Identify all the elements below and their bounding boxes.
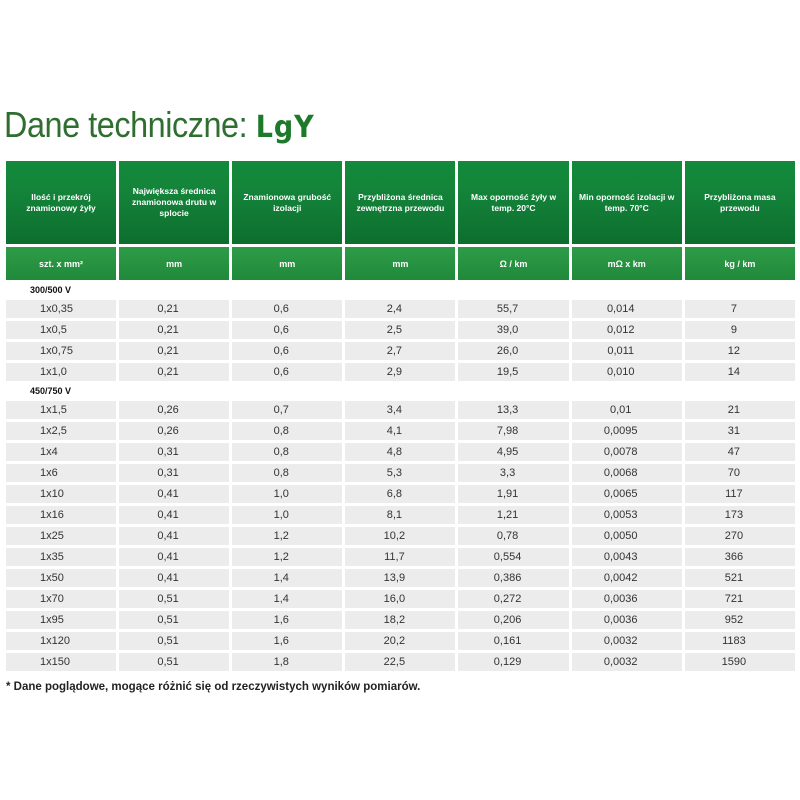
table-cell: 0,386 bbox=[458, 569, 568, 587]
table-cell: 4,95 bbox=[458, 443, 568, 461]
table-cell: 1,0 bbox=[232, 485, 342, 503]
table-cell: 2,7 bbox=[345, 342, 455, 360]
table-cell: 12 bbox=[685, 342, 795, 360]
table-cell: 0,21 bbox=[119, 300, 229, 318]
table-cell: 173 bbox=[685, 506, 795, 524]
conductor-spec-cell: 1x0,5 bbox=[6, 321, 116, 339]
table-body bbox=[6, 283, 795, 671]
table-cell: 0,21 bbox=[119, 363, 229, 381]
conductor-spec-cell: 1x1,5 bbox=[6, 401, 116, 419]
table-cell: 0,0068 bbox=[572, 464, 682, 482]
table-cell: 0,21 bbox=[119, 342, 229, 360]
table-cell: 55,7 bbox=[458, 300, 568, 318]
table-cell: 3,3 bbox=[458, 464, 568, 482]
table-cell: 2,9 bbox=[345, 363, 455, 381]
table-cell: 1590 bbox=[685, 653, 795, 671]
table-cell: 0,0042 bbox=[572, 569, 682, 587]
table-row bbox=[6, 611, 795, 629]
table-row bbox=[6, 632, 795, 650]
table-cell: 0,161 bbox=[458, 632, 568, 650]
table-cell: 0,0043 bbox=[572, 548, 682, 566]
table-cell: 1,2 bbox=[232, 527, 342, 545]
table-cell: 0,01 bbox=[572, 401, 682, 419]
table-cell: 26,0 bbox=[458, 342, 568, 360]
table-row bbox=[6, 401, 795, 419]
table-cell: 21 bbox=[685, 401, 795, 419]
table-cell: 5,3 bbox=[345, 464, 455, 482]
table-cell: 0,010 bbox=[572, 363, 682, 381]
table-cell: 0,0036 bbox=[572, 611, 682, 629]
column-unit: mm bbox=[345, 247, 455, 280]
column-header: Ilość i przekrój znamionowy żyły bbox=[6, 161, 116, 244]
table-row bbox=[6, 590, 795, 608]
table-cell: 0,0095 bbox=[572, 422, 682, 440]
table-cell: 4,8 bbox=[345, 443, 455, 461]
table-cell: 0,206 bbox=[458, 611, 568, 629]
table-cell: 70 bbox=[685, 464, 795, 482]
table-row bbox=[6, 485, 795, 503]
column-header: Znamionowa grubość izolacji bbox=[232, 161, 342, 244]
table-cell: 1183 bbox=[685, 632, 795, 650]
table-cell: 1,4 bbox=[232, 590, 342, 608]
table-cell: 1,0 bbox=[232, 506, 342, 524]
table-cell: 9 bbox=[685, 321, 795, 339]
conductor-spec-cell: 1x35 bbox=[6, 548, 116, 566]
table-row bbox=[6, 321, 795, 339]
table-cell: 0,41 bbox=[119, 485, 229, 503]
column-header: Max oporność żyły w temp. 20°C bbox=[458, 161, 568, 244]
table-cell: 0,7 bbox=[232, 401, 342, 419]
table-row bbox=[6, 653, 795, 671]
table-row bbox=[6, 569, 795, 587]
table-cell: 0,6 bbox=[232, 342, 342, 360]
table-cell: 8,1 bbox=[345, 506, 455, 524]
table-cell: 2,5 bbox=[345, 321, 455, 339]
table-cell: 11,7 bbox=[345, 548, 455, 566]
conductor-spec-cell: 1x6 bbox=[6, 464, 116, 482]
table-cell: 0,41 bbox=[119, 569, 229, 587]
table-cell: 0,014 bbox=[572, 300, 682, 318]
table-cell: 0,78 bbox=[458, 527, 568, 545]
column-header: Największa średnica znamionowa drutu w splocie bbox=[119, 161, 229, 244]
conductor-spec-cell: 1x2,5 bbox=[6, 422, 116, 440]
table-cell: 20,2 bbox=[345, 632, 455, 650]
table-cell: 0,0050 bbox=[572, 527, 682, 545]
table-cell: 721 bbox=[685, 590, 795, 608]
table-cell: 0,26 bbox=[119, 401, 229, 419]
table-cell: 0,012 bbox=[572, 321, 682, 339]
column-header: Min oporność izolacji w temp. 70°C bbox=[572, 161, 682, 244]
unit-row bbox=[6, 247, 795, 280]
table-cell: 7,98 bbox=[458, 422, 568, 440]
column-unit: szt. x mm² bbox=[6, 247, 116, 280]
table-cell: 7 bbox=[685, 300, 795, 318]
table-cell: 47 bbox=[685, 443, 795, 461]
table-cell: 18,2 bbox=[345, 611, 455, 629]
table-cell: 1,91 bbox=[458, 485, 568, 503]
table-cell: 0,6 bbox=[232, 300, 342, 318]
table-row bbox=[6, 422, 795, 440]
table-row bbox=[6, 342, 795, 360]
conductor-spec-cell: 1x120 bbox=[6, 632, 116, 650]
page-title-text: Dane techniczne: bbox=[4, 104, 248, 145]
column-header: Przybliżona masa przewodu bbox=[685, 161, 795, 244]
conductor-spec-cell: 1x50 bbox=[6, 569, 116, 587]
table-cell: 0,51 bbox=[119, 632, 229, 650]
column-unit: mΩ x km bbox=[572, 247, 682, 280]
table-cell: 31 bbox=[685, 422, 795, 440]
technical-data-table bbox=[3, 158, 798, 674]
table-cell: 0,8 bbox=[232, 443, 342, 461]
table-cell: 19,5 bbox=[458, 363, 568, 381]
table-cell: 10,2 bbox=[345, 527, 455, 545]
conductor-spec-cell: 1x70 bbox=[6, 590, 116, 608]
table-cell: 0,0032 bbox=[572, 632, 682, 650]
page-title bbox=[4, 104, 315, 146]
table-row bbox=[6, 464, 795, 482]
column-unit: mm bbox=[119, 247, 229, 280]
table-row bbox=[6, 363, 795, 381]
column-unit: Ω / km bbox=[458, 247, 568, 280]
table-cell: 1,6 bbox=[232, 611, 342, 629]
table-cell: 0,26 bbox=[119, 422, 229, 440]
table-row bbox=[6, 548, 795, 566]
table-cell: 1,8 bbox=[232, 653, 342, 671]
table-cell: 0,21 bbox=[119, 321, 229, 339]
column-unit: kg / km bbox=[685, 247, 795, 280]
table-cell: 13,3 bbox=[458, 401, 568, 419]
table-cell: 0,51 bbox=[119, 611, 229, 629]
table-cell: 366 bbox=[685, 548, 795, 566]
table-row bbox=[6, 506, 795, 524]
section-row bbox=[6, 384, 795, 398]
table-cell: 1,4 bbox=[232, 569, 342, 587]
table-cell: 0,31 bbox=[119, 464, 229, 482]
voltage-section-label: 300/500 V bbox=[6, 283, 795, 297]
table-cell: 0,6 bbox=[232, 363, 342, 381]
table-cell: 0,0036 bbox=[572, 590, 682, 608]
conductor-spec-cell: 1x16 bbox=[6, 506, 116, 524]
header-row bbox=[6, 161, 795, 244]
table-row bbox=[6, 300, 795, 318]
table-cell: 16,0 bbox=[345, 590, 455, 608]
table-cell: 0,129 bbox=[458, 653, 568, 671]
table-cell: 1,2 bbox=[232, 548, 342, 566]
cable-type-label: LgY bbox=[255, 110, 315, 145]
conductor-spec-cell: 1x0,75 bbox=[6, 342, 116, 360]
table-cell: 1,6 bbox=[232, 632, 342, 650]
table-cell: 117 bbox=[685, 485, 795, 503]
table-cell: 14 bbox=[685, 363, 795, 381]
table-cell: 0,6 bbox=[232, 321, 342, 339]
table-cell: 0,51 bbox=[119, 590, 229, 608]
table-cell: 3,4 bbox=[345, 401, 455, 419]
conductor-spec-cell: 1x0,35 bbox=[6, 300, 116, 318]
conductor-spec-cell: 1x150 bbox=[6, 653, 116, 671]
table-cell: 0,41 bbox=[119, 527, 229, 545]
table-cell: 22,5 bbox=[345, 653, 455, 671]
table-cell: 13,9 bbox=[345, 569, 455, 587]
table-cell: 0,8 bbox=[232, 422, 342, 440]
table-cell: 0,0078 bbox=[572, 443, 682, 461]
column-header: Przybliżona średnica zewnętrzna przewodu bbox=[345, 161, 455, 244]
table-cell: 0,31 bbox=[119, 443, 229, 461]
table-cell: 0,011 bbox=[572, 342, 682, 360]
voltage-section-label: 450/750 V bbox=[6, 384, 795, 398]
table-cell: 521 bbox=[685, 569, 795, 587]
table-cell: 4,1 bbox=[345, 422, 455, 440]
conductor-spec-cell: 1x4 bbox=[6, 443, 116, 461]
table-row bbox=[6, 527, 795, 545]
table-row bbox=[6, 443, 795, 461]
section-row bbox=[6, 283, 795, 297]
table-cell: 2,4 bbox=[345, 300, 455, 318]
table-cell: 39,0 bbox=[458, 321, 568, 339]
table-cell: 0,41 bbox=[119, 506, 229, 524]
table-cell: 0,0065 bbox=[572, 485, 682, 503]
conductor-spec-cell: 1x25 bbox=[6, 527, 116, 545]
table-cell: 952 bbox=[685, 611, 795, 629]
table-cell: 0,0032 bbox=[572, 653, 682, 671]
table-cell: 1,21 bbox=[458, 506, 568, 524]
table-cell: 0,51 bbox=[119, 653, 229, 671]
table-cell: 0,272 bbox=[458, 590, 568, 608]
table-cell: 270 bbox=[685, 527, 795, 545]
footnote: * Dane poglądowe, mogące różnić się od rzeczywistych wyników pomiarów. bbox=[6, 681, 421, 693]
column-unit: mm bbox=[232, 247, 342, 280]
table-cell: 6,8 bbox=[345, 485, 455, 503]
table-cell: 0,0053 bbox=[572, 506, 682, 524]
table-cell: 0,8 bbox=[232, 464, 342, 482]
table-cell: 0,41 bbox=[119, 548, 229, 566]
conductor-spec-cell: 1x95 bbox=[6, 611, 116, 629]
conductor-spec-cell: 1x1,0 bbox=[6, 363, 116, 381]
conductor-spec-cell: 1x10 bbox=[6, 485, 116, 503]
table-cell: 0,554 bbox=[458, 548, 568, 566]
